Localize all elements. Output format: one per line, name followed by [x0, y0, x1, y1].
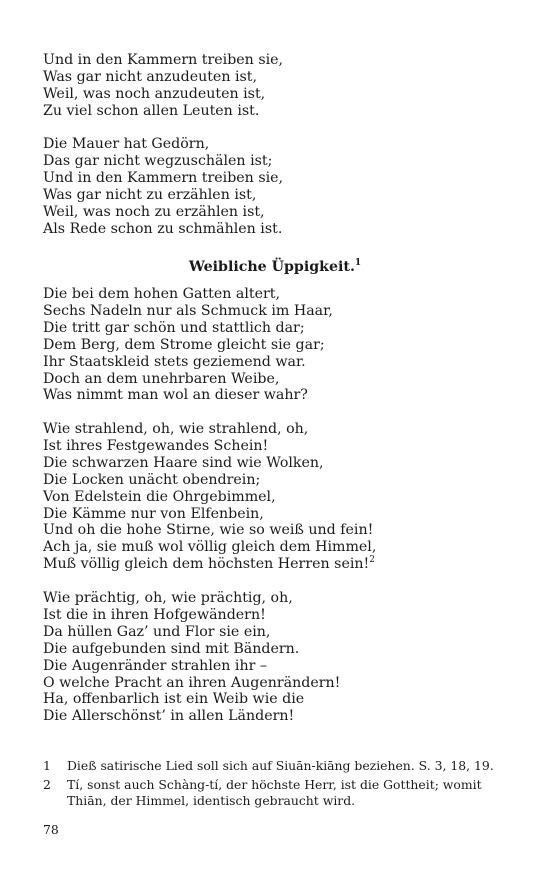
- verse-line: Die Mauer hat Gedörn,: [43, 136, 210, 152]
- verse-line: Wie strahlend, oh, wie strahlend, oh,: [43, 421, 309, 437]
- verse-line: Ach ja, sie muß wol völlig gleich dem Himmel,: [43, 539, 377, 556]
- verse-line: Und oh die hohe Stirne, wie so weiß und fein!: [43, 522, 374, 539]
- verse-line-text: Muß völlig gleich dem höchsten Herren sein!: [43, 556, 370, 573]
- verse-line: Die tritt gar schön und stattlich dar;: [43, 319, 305, 336]
- verse-line: Sechs Nadeln nur als Schmuck im Haar,: [43, 302, 333, 319]
- verse-line: Die Locken unächt obendrein;: [43, 471, 261, 488]
- verse-line: Die Kämme nur von Elfenbein,: [43, 505, 264, 522]
- verse-line: Ihr Staatskleid stets geziemend war.: [43, 353, 306, 370]
- stanza-5: [43, 590, 340, 725]
- verse-line: Die Augenränder strahlen ihr –: [43, 657, 267, 674]
- stanza-2: [43, 136, 283, 237]
- verse-line: Ist die in ihren Hofgewändern!: [43, 606, 266, 623]
- verse-line: [43, 556, 376, 573]
- verse-line: Die aufgebunden sind mit Bändern.: [43, 640, 300, 657]
- verse-line: Und in den Kammern treiben sie,: [43, 169, 284, 186]
- footnote-ref-2[interactable]: 2: [369, 555, 375, 566]
- verse-line: O welche Pracht an ihren Augenrändern!: [43, 674, 341, 691]
- verse-line: Zu viel schon allen Leuten ist.: [43, 102, 260, 119]
- verse-line: Doch an dem unehrbaren Weibe,: [43, 370, 280, 387]
- verse-line: Wie prächtig, oh, wie prächtig, oh,: [43, 590, 293, 606]
- verse-line: Das gar nicht wegzuschälen ist;: [43, 152, 273, 169]
- footnote-number: 2: [43, 777, 51, 792]
- footnote-2: [43, 777, 503, 809]
- stanza-4: [43, 421, 376, 573]
- verse-line: Dem Berg, dem Strome gleicht sie gar;: [43, 336, 325, 353]
- verse-line: Ha, offenbarlich ist ein Weib wie die: [43, 691, 305, 708]
- verse-line: Die schwarzen Haare sind wie Wolken,: [43, 454, 324, 471]
- footnote-1: [43, 758, 503, 774]
- stanza-1: [43, 52, 283, 120]
- footnote-text: Dieß satirische Lied soll sich auf Siuān-kiāng beziehen. S. 3, 18, 19.: [67, 758, 494, 773]
- verse-line: Als Rede schon zu schmählen ist.: [43, 220, 283, 237]
- verse-line: Was gar nicht anzudeuten ist,: [43, 68, 257, 85]
- page-number: 78: [43, 822, 59, 837]
- footnote-number: 1: [43, 758, 51, 773]
- verse-line: Ist ihres Festgewandes Schein!: [43, 437, 269, 454]
- verse-line: Was gar nicht zu erzählen ist,: [43, 186, 257, 203]
- stanza-3: [43, 286, 333, 404]
- verse-line: Weil, was noch anzudeuten ist,: [43, 85, 266, 102]
- poem-title-text: Weibliche Üppigkeit.: [188, 259, 355, 275]
- verse-line: Von Edelstein die Ohrgebimmel,: [43, 488, 276, 505]
- verse-line: Weil, was noch zu erzählen ist,: [43, 203, 265, 220]
- verse-line: Die Allerschönst’ in allen Ländern!: [43, 708, 295, 725]
- footnotes: [43, 758, 503, 809]
- poem-title: [0, 258, 550, 276]
- verse-line: Da hüllen Gaz’ und Flor sie ein,: [43, 623, 271, 640]
- verse-line: Und in den Kammern treiben sie,: [43, 52, 284, 68]
- verse-line: Was nimmt man wol an dieser wahr?: [43, 387, 308, 404]
- footnote-text: Tí, sonst auch Schàng-tí, der höchste Herr, ist die Gottheit; womit Thiān, der Himmel, identisch gebraucht wird.: [67, 777, 482, 808]
- footnote-ref-1[interactable]: 1: [354, 258, 362, 268]
- verse-line: Die bei dem hohen Gatten altert,: [43, 286, 280, 302]
